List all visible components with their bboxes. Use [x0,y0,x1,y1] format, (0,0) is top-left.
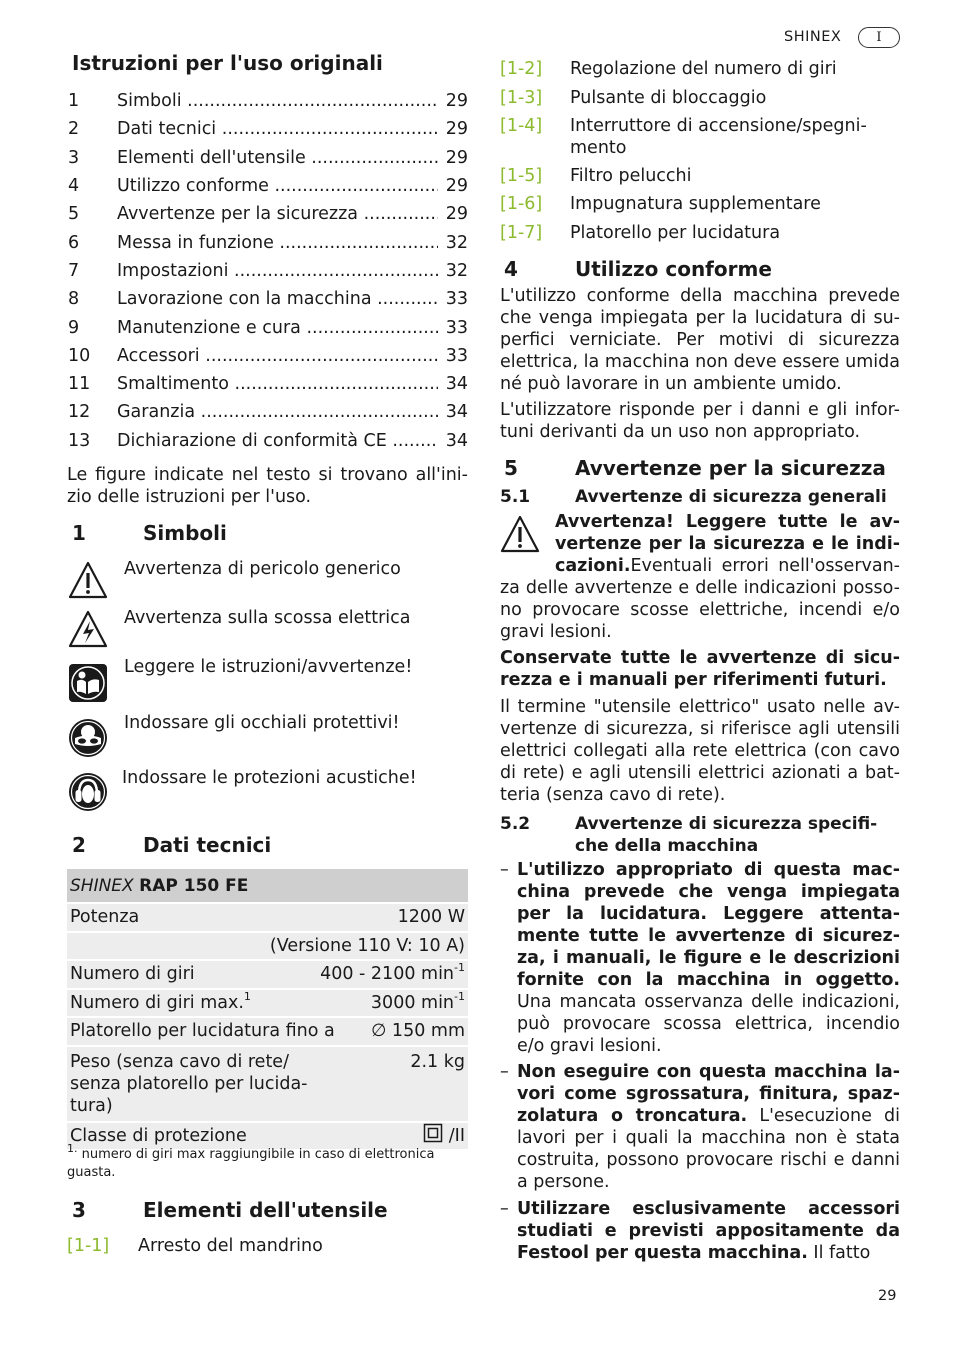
toc-title: Manutenzione e cura ..... [117,317,438,339]
toc-num: 11 [68,374,91,395]
subsection-title: Avvertenze di sicurezza specifi-che della macchina [575,814,878,856]
table-row [67,990,468,1019]
protection-class-ii-icon [423,1123,443,1149]
section-number: 4 [504,257,518,281]
toc-page: 34 [445,430,468,451]
liability-paragraph: L'utilizzatore risponde per i danni e gli infor-tuni derivanti da un uso non appropriato. [500,400,900,442]
toc-num: 4 [68,176,80,197]
toc-row[interactable] [68,370,468,398]
toc-num: 10 [68,345,91,366]
row-value: 400 - 2100 min [320,964,455,985]
unit-superscript: -1 [454,961,465,975]
symbol-label: Leggere le istruzioni/avvertenze! [124,657,413,677]
power-tool-term-paragraph: Il termine "utensile elettrico" usato nelle av-vertenze di sicurezza, si riferisce agli utensili elettrici collegati alla rete elettrica (con cavo di rete) e agli utensili elettrici azionati a bat-teria (senza cavo di rete). [500,697,900,805]
toc-num: 1 [68,91,80,112]
section-title: Avvertenze per la sicurezza [575,456,886,480]
toc-num: 9 [68,317,80,338]
toc-row[interactable] [68,285,468,313]
section-number: 3 [72,1198,86,1222]
intended-use-paragraph: L'utilizzo conforme della macchina prevede che venga impiegata per la lucidatura di su-perfici verniciate. Per motivi di sicurezza elettrica, la macchina non deve essere umida né può lavorare in un ambiente umido. [500,286,900,394]
item-text: Filtro pelucchi [570,166,692,186]
toc-title: Dichiarazione di conformità CE ..... [117,430,438,452]
unit-superscript: -1 [454,989,465,1003]
keep-instructions-paragraph: Conservate tutte le avvertenze di sicu-rezza e i manuali per riferimenti futuri. [500,648,900,690]
subsection-heading-machine-safety [500,813,900,857]
symbol-label: Indossare le protezioni acustiche! [122,768,417,788]
row-label: Numero di giri [70,964,195,985]
warning-triangle-icon [68,560,108,600]
symbol-label: Avvertenza di pericolo generico [124,559,401,579]
item-text: Arresto del mandrino [138,1236,323,1256]
section-heading-symbols [72,522,227,544]
row-value: /II [448,1125,465,1146]
electric-shock-icon [68,609,108,649]
row-label: Peso (senza cavo di rete/ senza platorello per lucida-tura) [70,1051,308,1116]
item-ref: [1-1] [67,1236,110,1256]
toc-title: Messa in funzione ..... [117,232,438,254]
technical-data-table [67,869,468,1151]
toc-row[interactable] [68,398,468,426]
row-value: 2.1 kg [410,1051,465,1072]
bullet-bold: Utilizzare esclusivamente accessori studiati e previsti appositamente da Festool per questa macchina. [517,1199,900,1263]
table-header [67,869,468,904]
bullet-bold: L'utilizzo appropriato di questa mac-china prevede che venga impiegata per la lucidatura. Leggere attenta-mente tutte le avvertenze di sicurez-za, i manuali, le figure e le descrizioni fornite con la macchina in oggetto. [517,860,900,990]
bullet-text: L'esecuzione di lavori per i quali la macchina non è stata costruita, possono provocare rischi e danni a persone. [517,1106,900,1192]
section-title: Elementi dell'utensile [143,1198,388,1222]
table-brand: SHINEX [70,875,134,896]
table-row [67,1018,468,1047]
bullet-text: Una mancata osservanza delle indicazioni, può provocare scossa elettrica, incendio e/o gravi lesioni. [517,992,900,1056]
bullet-dash: – [500,860,509,880]
toc-num: 2 [68,119,80,140]
bullet-dash: – [500,1199,509,1219]
general-warning-paragraph [500,511,900,643]
toc-title: Impostazioni ..... [117,260,438,282]
toc-title: Simboli ..... [117,90,438,112]
toc-row[interactable] [68,144,468,172]
item-text: Platorello per lucidatura [570,223,781,243]
footnote-text: numero di giri max raggiungibile in caso di elettronica guasta. [67,1147,435,1180]
toc-page: 34 [445,402,468,423]
table-row [67,961,468,990]
row-value: 3000 min [370,992,455,1013]
toc-row[interactable] [68,257,468,285]
bullet-text: Il fatto [807,1243,871,1263]
toc-row[interactable] [68,427,468,455]
item-ref: [1-6] [500,194,543,214]
toc-title: Accessori ..... [117,345,438,367]
toc-num: 6 [68,232,80,253]
toc-title: Dati tecnici ..... [117,118,438,140]
table-model: RAP 150 FE [139,875,249,896]
table-of-contents [68,87,468,455]
warning-text: Eventuali errori nell'osservan-za delle avvertenze e delle indicazioni posso-no provocare scosse elettriche, incendi e/o gravi lesioni. [500,556,900,642]
item-ref: [1-5] [500,166,543,186]
toc-num: 7 [68,260,80,281]
subsection-number: 5.1 [500,487,531,507]
item-ref: [1-3] [500,88,543,108]
toc-page: 29 [445,91,468,112]
section-number: 1 [72,521,86,545]
toc-row[interactable] [68,228,468,256]
toc-title: Elementi dell'utensile ..... [117,147,438,169]
toc-page: 33 [445,317,468,338]
page-number: 29 [878,1288,897,1304]
ear-protection-icon [68,772,108,812]
language-badge: I [858,27,900,48]
row-label: Potenza [70,907,140,928]
page-title: Istruzioni per l'uso originali [72,51,383,75]
safety-goggles-icon [68,718,108,758]
row-label: Classe di protezione [70,1125,247,1146]
bullet-bold: Non eseguire con questa macchina la-vori come sgrossatura, finitura, spaz-zolatura o troncatura. [517,1062,900,1126]
row-value: 1200 W [397,907,465,928]
toc-title: Utilizzo conforme ..... [117,175,438,197]
item-ref: [1-7] [500,223,543,243]
table-row [67,933,468,962]
toc-row[interactable] [68,115,468,143]
toc-page: 29 [445,147,468,168]
row-label: Platorello per lucidatura fino a [70,1021,335,1042]
item-text: Impugnatura supplementare [570,194,821,214]
toc-num: 3 [68,147,80,168]
toc-row[interactable] [68,313,468,341]
section-title: Simboli [143,521,227,545]
warning-bold: Avvertenza! Leggere tutte le av-vertenze per la sicurezza e le indi-cazioni. [555,512,900,576]
row-value: (Versione 110 V: 10 A) [269,935,465,956]
item-text: Interruttore di accensione/spegni-mento [570,116,867,158]
toc-num: 8 [68,289,80,310]
table-footnote [67,1141,468,1182]
toc-title: Garanzia ..... [117,401,438,423]
safety-bullet [517,859,900,1057]
section-number: 5 [504,456,518,480]
toc-page: 33 [445,289,468,310]
symbol-label: Indossare gli occhiali protettivi! [124,713,400,733]
section-number: 2 [72,833,86,857]
section-heading-safety [504,457,886,479]
row-value: ∅ 150 mm [371,1021,465,1042]
table-row [67,904,468,933]
intro-paragraph: Le figure indicate nel testo si trovano all'ini-zio delle istruzioni per l'uso. [67,465,468,507]
section-heading-technical-data [72,834,271,856]
toc-page: 32 [445,260,468,281]
toc-title: Lavorazione con la macchina ..... [117,288,438,310]
item-ref: [1-4] [500,116,543,136]
read-manual-icon [68,663,108,703]
footnote-mark: 1. [67,1141,78,1155]
subsection-number: 5.2 [500,814,531,834]
header-brand: SHINEX [784,29,842,45]
toc-page: 29 [445,204,468,225]
bullet-dash: – [500,1062,509,1082]
safety-bullet [517,1198,900,1264]
toc-num: 13 [68,430,91,451]
toc-page: 32 [445,232,468,253]
footnote-ref: 1 [243,989,251,1003]
toc-row[interactable] [68,87,468,115]
toc-title: Avvertenze per la sicurezza ..... [117,203,438,225]
toc-page: 34 [445,374,468,395]
toc-row[interactable] [68,200,468,228]
toc-num: 5 [68,204,80,225]
toc-title: Smaltimento ..... [117,373,438,395]
section-heading-intended-use [504,258,772,280]
section-title: Dati tecnici [143,833,272,857]
section-title: Utilizzo conforme [575,257,772,281]
toc-page: 29 [445,119,468,140]
toc-row[interactable] [68,342,468,370]
toc-page: 29 [445,176,468,197]
item-text: Pulsante di bloccaggio [570,88,767,108]
safety-bullet [517,1061,900,1193]
section-heading-tool-elements [72,1199,388,1221]
item-ref: [1-2] [500,59,543,79]
toc-num: 12 [68,402,91,423]
row-label: Numero di giri max. [70,992,244,1013]
subsection-heading-general-safety [500,486,887,508]
toc-row[interactable] [68,172,468,200]
symbol-label: Avvertenza sulla scossa elettrica [124,608,411,628]
item-text: Regolazione del numero di giri [570,59,837,79]
table-row [67,1047,468,1123]
subsection-title: Avvertenze di sicurezza generali [575,487,887,507]
toc-page: 33 [445,345,468,366]
